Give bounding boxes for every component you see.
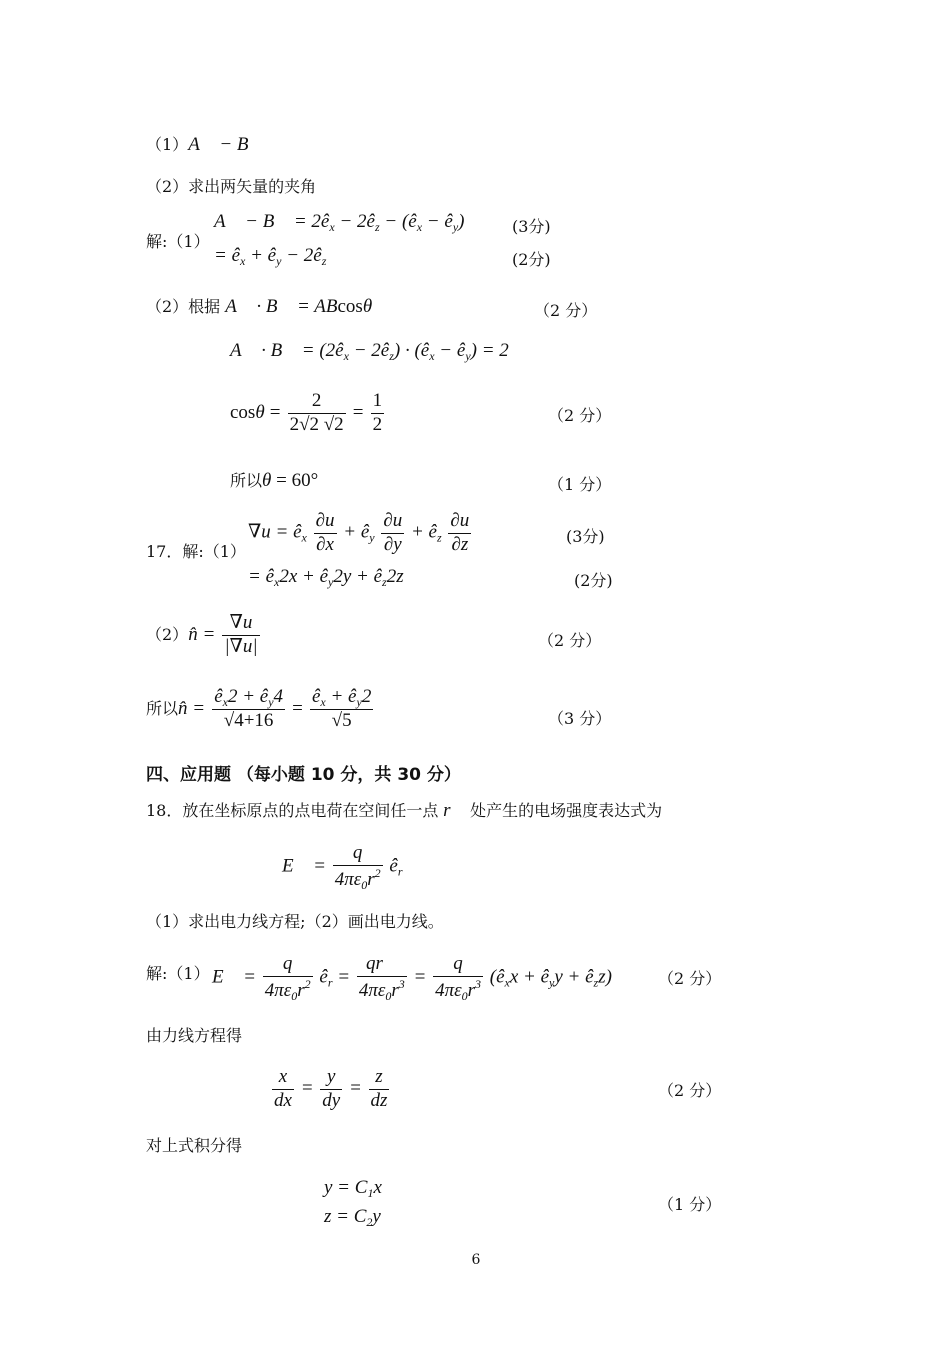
points-label: (3分) (512, 217, 551, 236)
question-part-2: （2）求出两矢量的夹角 (146, 177, 317, 196)
points-label: （1 分） (548, 475, 612, 494)
section-heading: 四、应用题 （每小题 10 分，共 30 分） (146, 765, 461, 785)
equation-a-minus-b: A⃗ − B⃗ = $2ê_x$ − $2ê_z$ − ($ê_x$ − $ê_y$) (214, 211, 465, 234)
solution-label: 解:（1） (146, 232, 210, 251)
points-label: （2 分） (658, 969, 722, 988)
part-label: （1） (146, 135, 189, 154)
equation-theta-result: 所以θ = 60° (230, 470, 319, 491)
points-label: （2 分） (538, 631, 602, 650)
therefore-label: 所以 (230, 471, 263, 490)
therefore-label: 所以 (146, 699, 179, 719)
q18-solution-label: 解:（1） (146, 964, 210, 983)
equation-electric-field: E⃗ = $\frac{q}{4\pi\varepsilon_0r^2}$ $ê_r$ (282, 842, 403, 892)
question-part-1: （1）A⃗ − B⃗ (146, 134, 264, 155)
points-label: （2 分） (534, 301, 598, 320)
points-label: (2分) (512, 250, 551, 269)
step-2-label: （2）根据 (146, 297, 221, 316)
equation-cos-theta: cosθ = $\frac{2}{2√2 √2}$ = $\frac{1}{2}$ (230, 390, 383, 435)
equation-a-minus-b-result: = $ê_x$ + $ê_y$ − $2ê_z$ (214, 245, 327, 268)
points-label: （2 分） (658, 1081, 722, 1100)
equation-gradient-result: = $ê_x2x$ + $ê_y2y$ + $ê_z2z$ (248, 566, 404, 589)
q17-label: 17．解:（1） (146, 542, 246, 561)
equation-field-lines: $\frac{x}{dx}$ = $\frac{y}{dy}$ = $\frac{z}{dz}$ (274, 1066, 388, 1111)
step-2-line: （2）根据 A⃗ · B⃗ = ABcosθ (146, 296, 373, 317)
equation-field-expanded: E⃗ = $\frac{q}{4\pi\varepsilon_0r^2}$ $ê_r$ = $\frac{qr⃗}{4\pi\varepsilon_0r^3}$ = $\frac{q}{4\pi\varepsilon_0r^3}$ ($ê_xx$ + $ê_yy$ + $ê_zz$) (212, 953, 612, 1003)
points-label: （2 分） (548, 406, 612, 425)
q18-text-part2: 处产生的电场强度表达式为 (470, 801, 663, 820)
q18-subquestions: （1）求出电力线方程;（2）画出电力线。 (146, 912, 444, 931)
equation-solution-z: $z = C_2y$ (324, 1206, 381, 1229)
points-label: (3分) (566, 527, 605, 546)
equation-solution-y: $y = C_1x$ (324, 1177, 382, 1200)
line-equation-intro: 由力线方程得 (146, 1026, 243, 1045)
points-label: （3 分） (548, 709, 612, 728)
points-label: （1 分） (658, 1195, 722, 1214)
equation-gradient: $\nabla u = ê_x$ $\frac{\partial u}{\partial x}$ + $ê_y$ $\frac{\partial u}{\partial y}$ + $ê_z$ $\frac{\partial u}{\partial z}$ (248, 510, 470, 555)
q18-text-part1: 18．放在坐标原点的点电荷在空间任一点 (146, 801, 439, 820)
page-number: 6 (471, 1252, 481, 1268)
part-label: （2） (146, 624, 189, 644)
equation-dot-product: A⃗ · B⃗ = ($2ê_x$ − $2ê_z$) · ($ê_x$ − $ê_y) = 2$ (230, 340, 509, 363)
equation-unit-normal-result: 所以n̂ = $\frac{ê_x2 + ê_y4}{√4+16}$ = $\frac{ê_x + ê_y2}{√5}$ (146, 686, 372, 732)
points-label: (2分) (574, 571, 613, 590)
integration-intro: 对上式积分得 (146, 1136, 243, 1155)
equation-unit-normal: （2）n̂ = $\frac{\nabla u}{|\nabla u|}$ (146, 612, 258, 657)
q18-statement: 18．放在坐标原点的点电荷在空间任一点 r⃗ 处产生的电场强度表达式为 (146, 800, 663, 821)
